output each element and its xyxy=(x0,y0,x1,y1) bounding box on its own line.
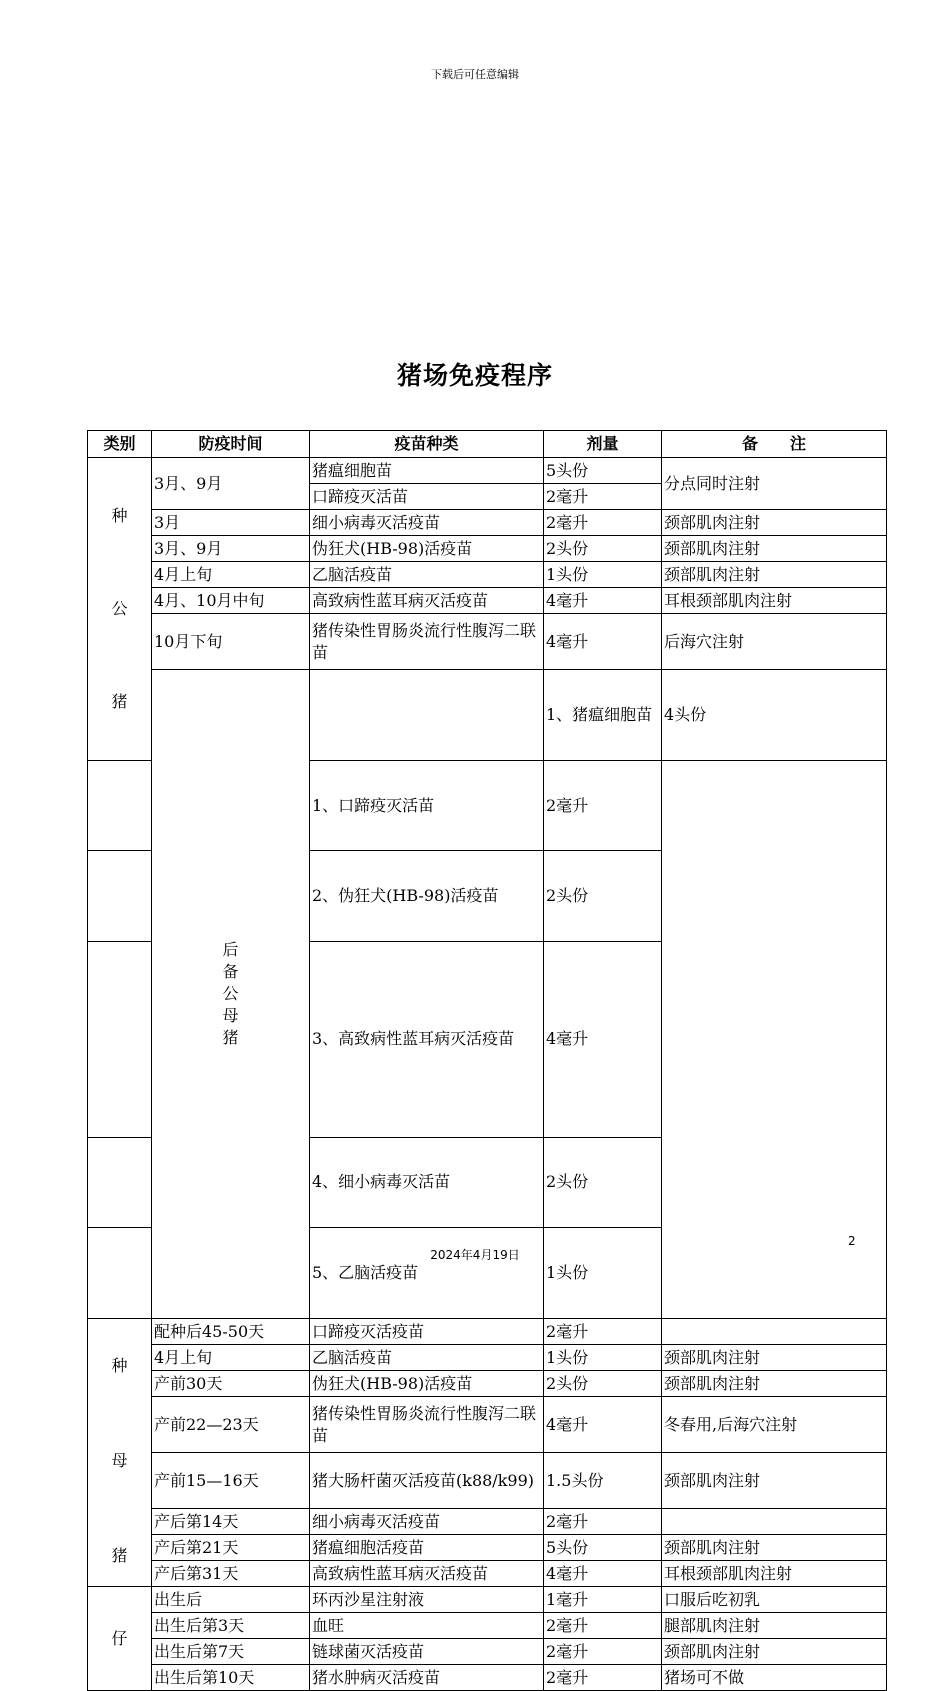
dose-cell: 2毫升 xyxy=(544,1639,662,1665)
category-cell xyxy=(152,670,310,1319)
time-cell: 3月 xyxy=(152,510,310,536)
vaccine-cell: 高致病性蓝耳病灭活疫苗 xyxy=(310,588,544,614)
vaccine-cell: 乙脑活疫苗 xyxy=(310,562,544,588)
vaccine-cell: 1、猪瘟细胞苗 xyxy=(544,670,662,761)
table-row xyxy=(88,1587,887,1613)
vaccine-cell: 乙脑活疫苗 xyxy=(310,1345,544,1371)
dose-cell: 4头份 xyxy=(662,670,887,761)
time-cell: 产后第14天 xyxy=(152,1509,310,1535)
table-row xyxy=(88,562,887,588)
vaccine-cell: 猪水肿病灭活疫苗 xyxy=(310,1665,544,1691)
note-cell: 颈部肌肉注射 xyxy=(662,1639,887,1665)
category-char: 猪 xyxy=(222,1028,239,1047)
note-cell: 颈部肌肉注射 xyxy=(662,1535,887,1561)
time-cell: 4月上旬 xyxy=(152,1345,310,1371)
dose-cell: 4毫升 xyxy=(544,942,662,1137)
dose-cell: 2毫升 xyxy=(544,760,662,851)
vaccine-cell: 2、伪狂犬(HB-98)活疫苗 xyxy=(310,851,544,942)
time-cell xyxy=(88,1228,152,1319)
vaccine-cell: 猪大肠杆菌灭活疫苗(k88/k99) xyxy=(310,1453,544,1509)
table-row xyxy=(88,1371,887,1397)
time-cell xyxy=(88,760,152,851)
vaccine-cell: 猪瘟细胞活疫苗 xyxy=(310,1535,544,1561)
time-cell: 配种后45-50天 xyxy=(152,1319,310,1345)
header-note: 下载后可任意编辑 xyxy=(431,68,519,81)
category-cell xyxy=(88,1319,152,1587)
note-cell: 颈部肌肉注射 xyxy=(662,562,887,588)
vaccine-cell: 4、细小病毒灭活苗 xyxy=(310,1137,544,1228)
dose-cell: 2毫升 xyxy=(544,484,662,510)
vaccine-cell: 猪传染性胃肠炎流行性腹泻二联苗 xyxy=(310,614,544,670)
column-header: 类别 xyxy=(88,431,152,458)
vaccine-cell: 血旺 xyxy=(310,1613,544,1639)
column-header: 防疫时间 xyxy=(152,431,310,458)
table-row xyxy=(88,670,887,761)
note-cell: 颈部肌肉注射 xyxy=(662,1371,887,1397)
time-cell: 产前15—16天 xyxy=(152,1453,310,1509)
dose-cell: 2头份 xyxy=(544,1371,662,1397)
table-row xyxy=(88,1535,887,1561)
dose-cell: 5头份 xyxy=(544,458,662,484)
note-cell: 分点同时注射 xyxy=(662,458,887,510)
time-cell: 出生后第10天 xyxy=(152,1665,310,1691)
time-cell: 产后第21天 xyxy=(152,1535,310,1561)
immunization-table xyxy=(87,430,887,1691)
table-row xyxy=(88,1639,887,1665)
note-cell: 颈部肌肉注射 xyxy=(662,1345,887,1371)
dose-cell: 1头份 xyxy=(544,562,662,588)
time-cell: 10月下旬 xyxy=(152,614,310,670)
dose-cell: 4毫升 xyxy=(544,1561,662,1587)
vaccine-cell: 高致病性蓝耳病灭活疫苗 xyxy=(310,1561,544,1587)
category-char: 种 xyxy=(111,505,128,525)
note-cell: 耳根颈部肌肉注射 xyxy=(662,1561,887,1587)
dose-cell: 1.5头份 xyxy=(544,1453,662,1509)
note-cell: 耳根颈部肌肉注射 xyxy=(662,588,887,614)
vaccine-cell: 伪狂犬(HB-98)活疫苗 xyxy=(310,1371,544,1397)
table-row xyxy=(88,458,887,484)
note-cell: 颈部肌肉注射 xyxy=(662,536,887,562)
dose-cell: 4毫升 xyxy=(544,614,662,670)
vaccine-cell: 3、高致病性蓝耳病灭活疫苗 xyxy=(310,942,544,1137)
note-cell xyxy=(662,1319,887,1345)
dose-cell: 1头份 xyxy=(544,1228,662,1319)
note-cell: 颈部肌肉注射 xyxy=(662,510,887,536)
category-char: 猪 xyxy=(111,691,128,711)
time-cell xyxy=(88,851,152,942)
time-cell: 4月上旬 xyxy=(152,562,310,588)
time-cell: 4月、10月中旬 xyxy=(152,588,310,614)
vaccine-cell: 细小病毒灭活疫苗 xyxy=(310,510,544,536)
vaccine-cell: 猪传染性胃肠炎流行性腹泻二联苗 xyxy=(310,1397,544,1453)
category-char: 公 xyxy=(222,984,239,1003)
page-title: 猪场免疫程序 xyxy=(396,361,553,390)
time-cell xyxy=(88,942,152,1137)
time-cell: 产前22—23天 xyxy=(152,1397,310,1453)
vaccine-cell: 口蹄疫灭活疫苗 xyxy=(310,1319,544,1345)
vaccine-cell: 伪狂犬(HB-98)活疫苗 xyxy=(310,536,544,562)
page-number: 2 xyxy=(848,1234,856,1248)
dose-cell: 2毫升 xyxy=(544,1613,662,1639)
dose-cell: 2毫升 xyxy=(544,1665,662,1691)
note-cell: 猪场可不做 xyxy=(662,1665,887,1691)
note-cell: 腿部肌肉注射 xyxy=(662,1613,887,1639)
time-cell: 3月、9月 xyxy=(152,536,310,562)
note-cell: 后海穴注射 xyxy=(662,614,887,670)
column-header: 疫苗种类 xyxy=(310,431,544,458)
table-row xyxy=(88,1509,887,1535)
column-header: 备 注 xyxy=(662,431,887,458)
table-row xyxy=(88,614,887,670)
time-cell: 出生后第3天 xyxy=(152,1613,310,1639)
time-cell: 3月、9月 xyxy=(152,458,310,510)
time-cell: 出生后第7天 xyxy=(152,1639,310,1665)
dose-cell: 2毫升 xyxy=(544,510,662,536)
table-row xyxy=(88,1665,887,1691)
note-cell: 冬春用,后海穴注射 xyxy=(662,1397,887,1453)
vaccine-cell: 口蹄疫灭活苗 xyxy=(310,484,544,510)
table-row xyxy=(88,1453,887,1509)
table-header-row xyxy=(88,431,887,458)
dose-cell: 4毫升 xyxy=(544,588,662,614)
table-row xyxy=(88,1561,887,1587)
time-cell: 产前30天 xyxy=(152,1371,310,1397)
table-row xyxy=(88,588,887,614)
note-cell xyxy=(662,1509,887,1535)
dose-cell: 1头份 xyxy=(544,1345,662,1371)
table-row xyxy=(88,510,887,536)
category-char: 猪 xyxy=(111,1545,128,1565)
table-row xyxy=(88,1319,887,1345)
category-char: 公 xyxy=(111,598,128,618)
dose-cell: 2头份 xyxy=(544,851,662,942)
category-char: 备 xyxy=(222,962,239,981)
dose-cell: 2头份 xyxy=(544,536,662,562)
table-row xyxy=(88,1613,887,1639)
footer-date: 2024年4月19日 xyxy=(430,1248,520,1262)
category-char: 母 xyxy=(222,1006,239,1025)
category-cell xyxy=(88,458,152,761)
note-cell: 口服后吃初乳 xyxy=(662,1587,887,1613)
dose-cell: 2毫升 xyxy=(544,1319,662,1345)
category-char: 母 xyxy=(111,1450,128,1470)
table-row xyxy=(88,536,887,562)
time-cell xyxy=(310,670,544,761)
vaccine-cell: 环丙沙星注射液 xyxy=(310,1587,544,1613)
column-header: 剂量 xyxy=(544,431,662,458)
note-cell: 颈部肌肉注射 xyxy=(662,1453,887,1509)
dose-cell: 2头份 xyxy=(544,1137,662,1228)
category-char: 种 xyxy=(111,1355,128,1375)
dose-cell: 4毫升 xyxy=(544,1397,662,1453)
vaccine-cell: 猪瘟细胞苗 xyxy=(310,458,544,484)
time-cell: 出生后 xyxy=(152,1587,310,1613)
category-char: 仔 xyxy=(111,1628,128,1648)
time-cell: 产后第31天 xyxy=(152,1561,310,1587)
vaccine-cell: 1、口蹄疫灭活苗 xyxy=(310,760,544,851)
vaccine-cell: 细小病毒灭活疫苗 xyxy=(310,1509,544,1535)
category-cell xyxy=(88,1587,152,1691)
time-cell xyxy=(88,1137,152,1228)
dose-cell: 5头份 xyxy=(544,1535,662,1561)
dose-cell: 2毫升 xyxy=(544,1509,662,1535)
dose-cell: 1毫升 xyxy=(544,1587,662,1613)
table-row xyxy=(88,1345,887,1371)
vaccine-cell: 链球菌灭活疫苗 xyxy=(310,1639,544,1665)
category-char: 后 xyxy=(222,940,239,959)
table-row xyxy=(88,1397,887,1453)
vaccine-cell: 5、乙脑活疫苗 xyxy=(310,1228,544,1319)
